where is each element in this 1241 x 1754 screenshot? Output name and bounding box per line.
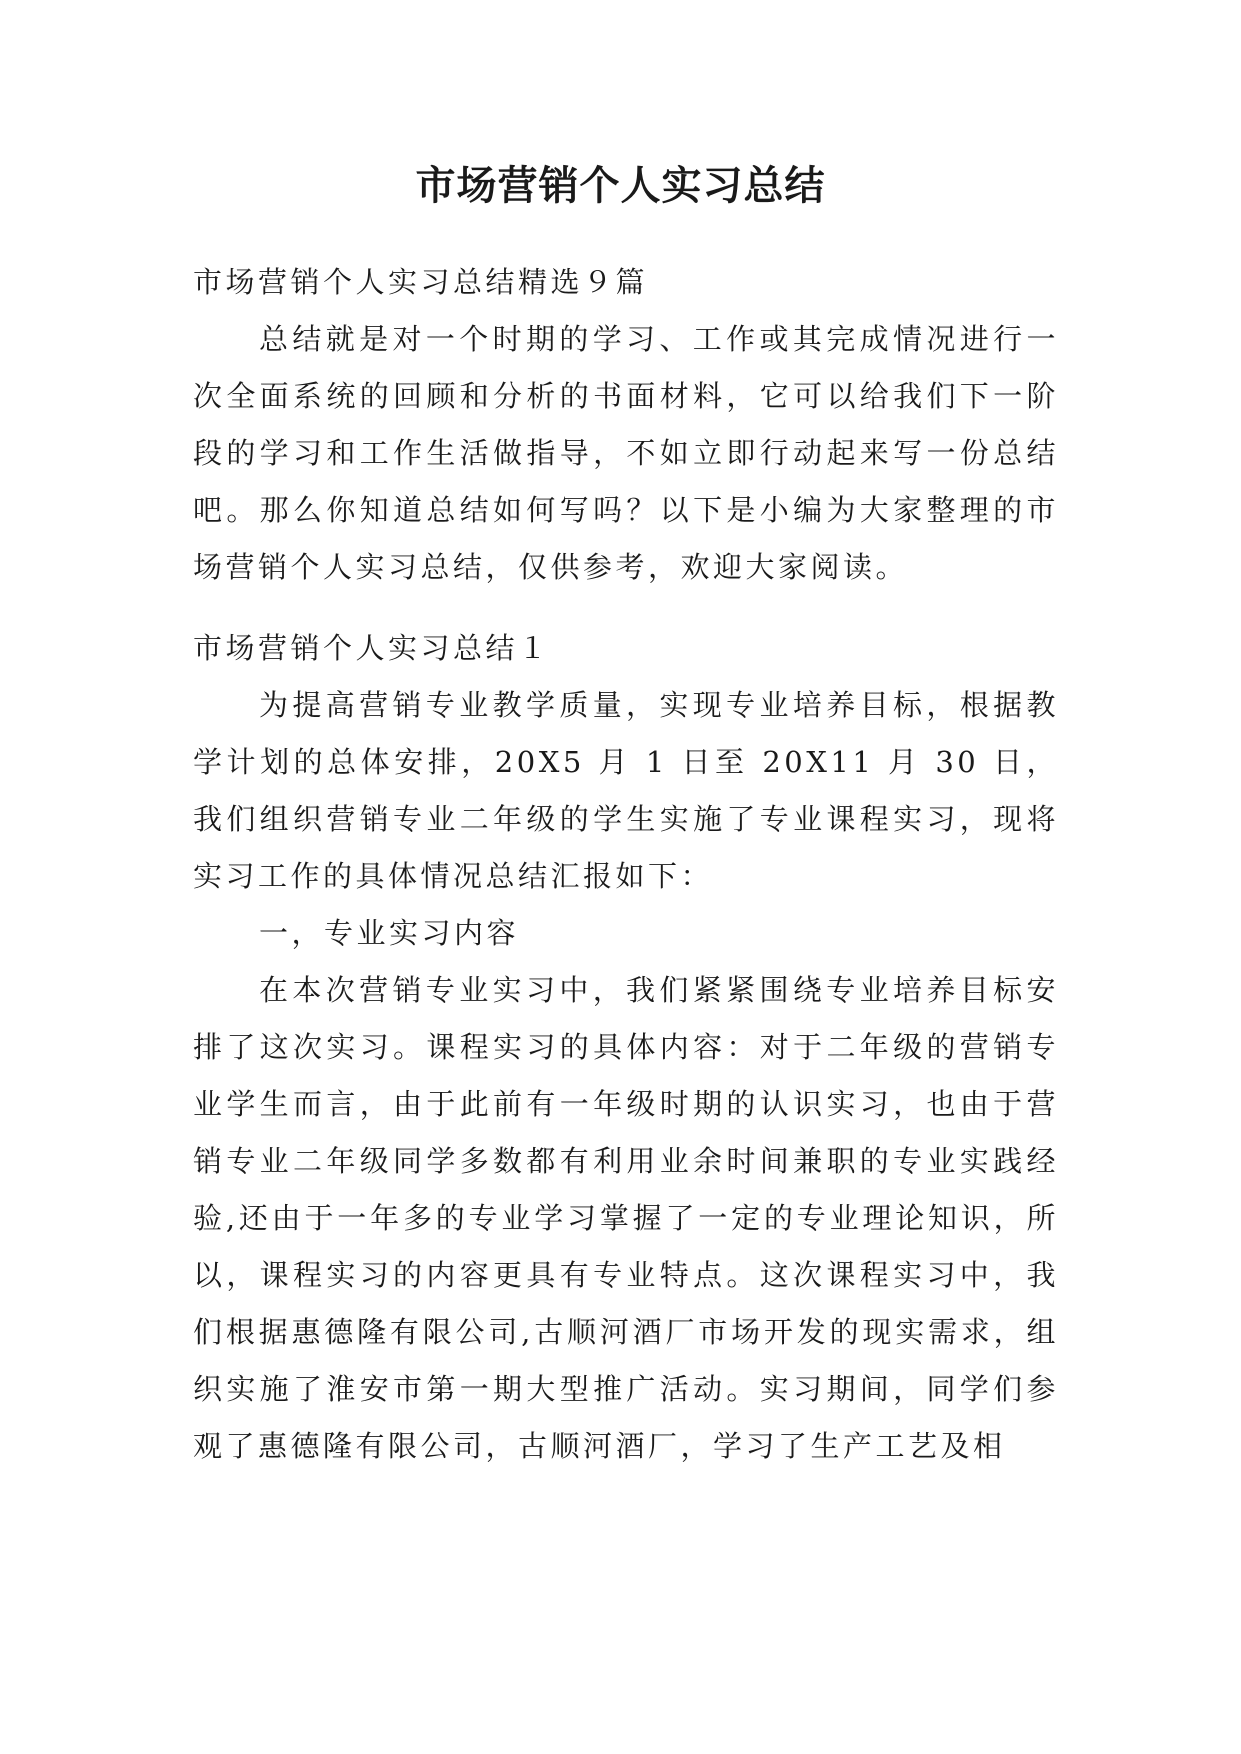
section-1-paragraph-1: 为提高营销专业教学质量，实现专业培养目标，根据教学计划的总体安排，20X5 月 1 日至 20X11 月 30 日，我们组织营销专业二年级的学生实施了专业课程实习，现将实习工作的具体情况总结汇报如下： [193, 688, 1059, 893]
section-1-heading: 市场营销个人实习总结１ [193, 631, 551, 665]
intro-section [193, 311, 1059, 596]
section-1-subheading-1: 一，专业实习内容 [259, 916, 520, 950]
document-title: 市场营销个人实习总结 [415, 163, 826, 209]
section-1-paragraph-2: 在本次营销专业实习中，我们紧紧围绕专业培养目标安排了这次实习。课程实习的具体内容：对于二年级的营销专业学生而言，由于此前有一年级时期的认识实习，也由于营销专业二年级同学多数都有利用业余时间兼职的专业实践经验,还由于一年多的专业学习掌握了一定的专业理论知识，所以，课程实习的内容更具有专业特点。这次课程实习中，我们根据惠德隆有限公司,古顺河酒厂市场开发的现实需求，组织实施了淮安市第一期大型推广活动。实习期间，同学们参观了惠德隆有限公司，古顺河酒厂，学习了生产工艺及相 [193, 973, 1059, 1463]
intro-paragraph: 总结就是对一个时期的学习、工作或其完成情况进行一次全面系统的回顾和分析的书面材料，它可以给我们下一阶段的学习和工作生活做指导，不如立即行动起来写一份总结吧。那么你知道总结如何写吗？以下是小编为大家整理的市场营销个人实习总结，仅供参考，欢迎大家阅读。 [193, 322, 1059, 584]
section-1-body [193, 677, 1059, 1475]
document-subtitle: 市场营销个人实习总结精选９篇 [193, 265, 649, 299]
